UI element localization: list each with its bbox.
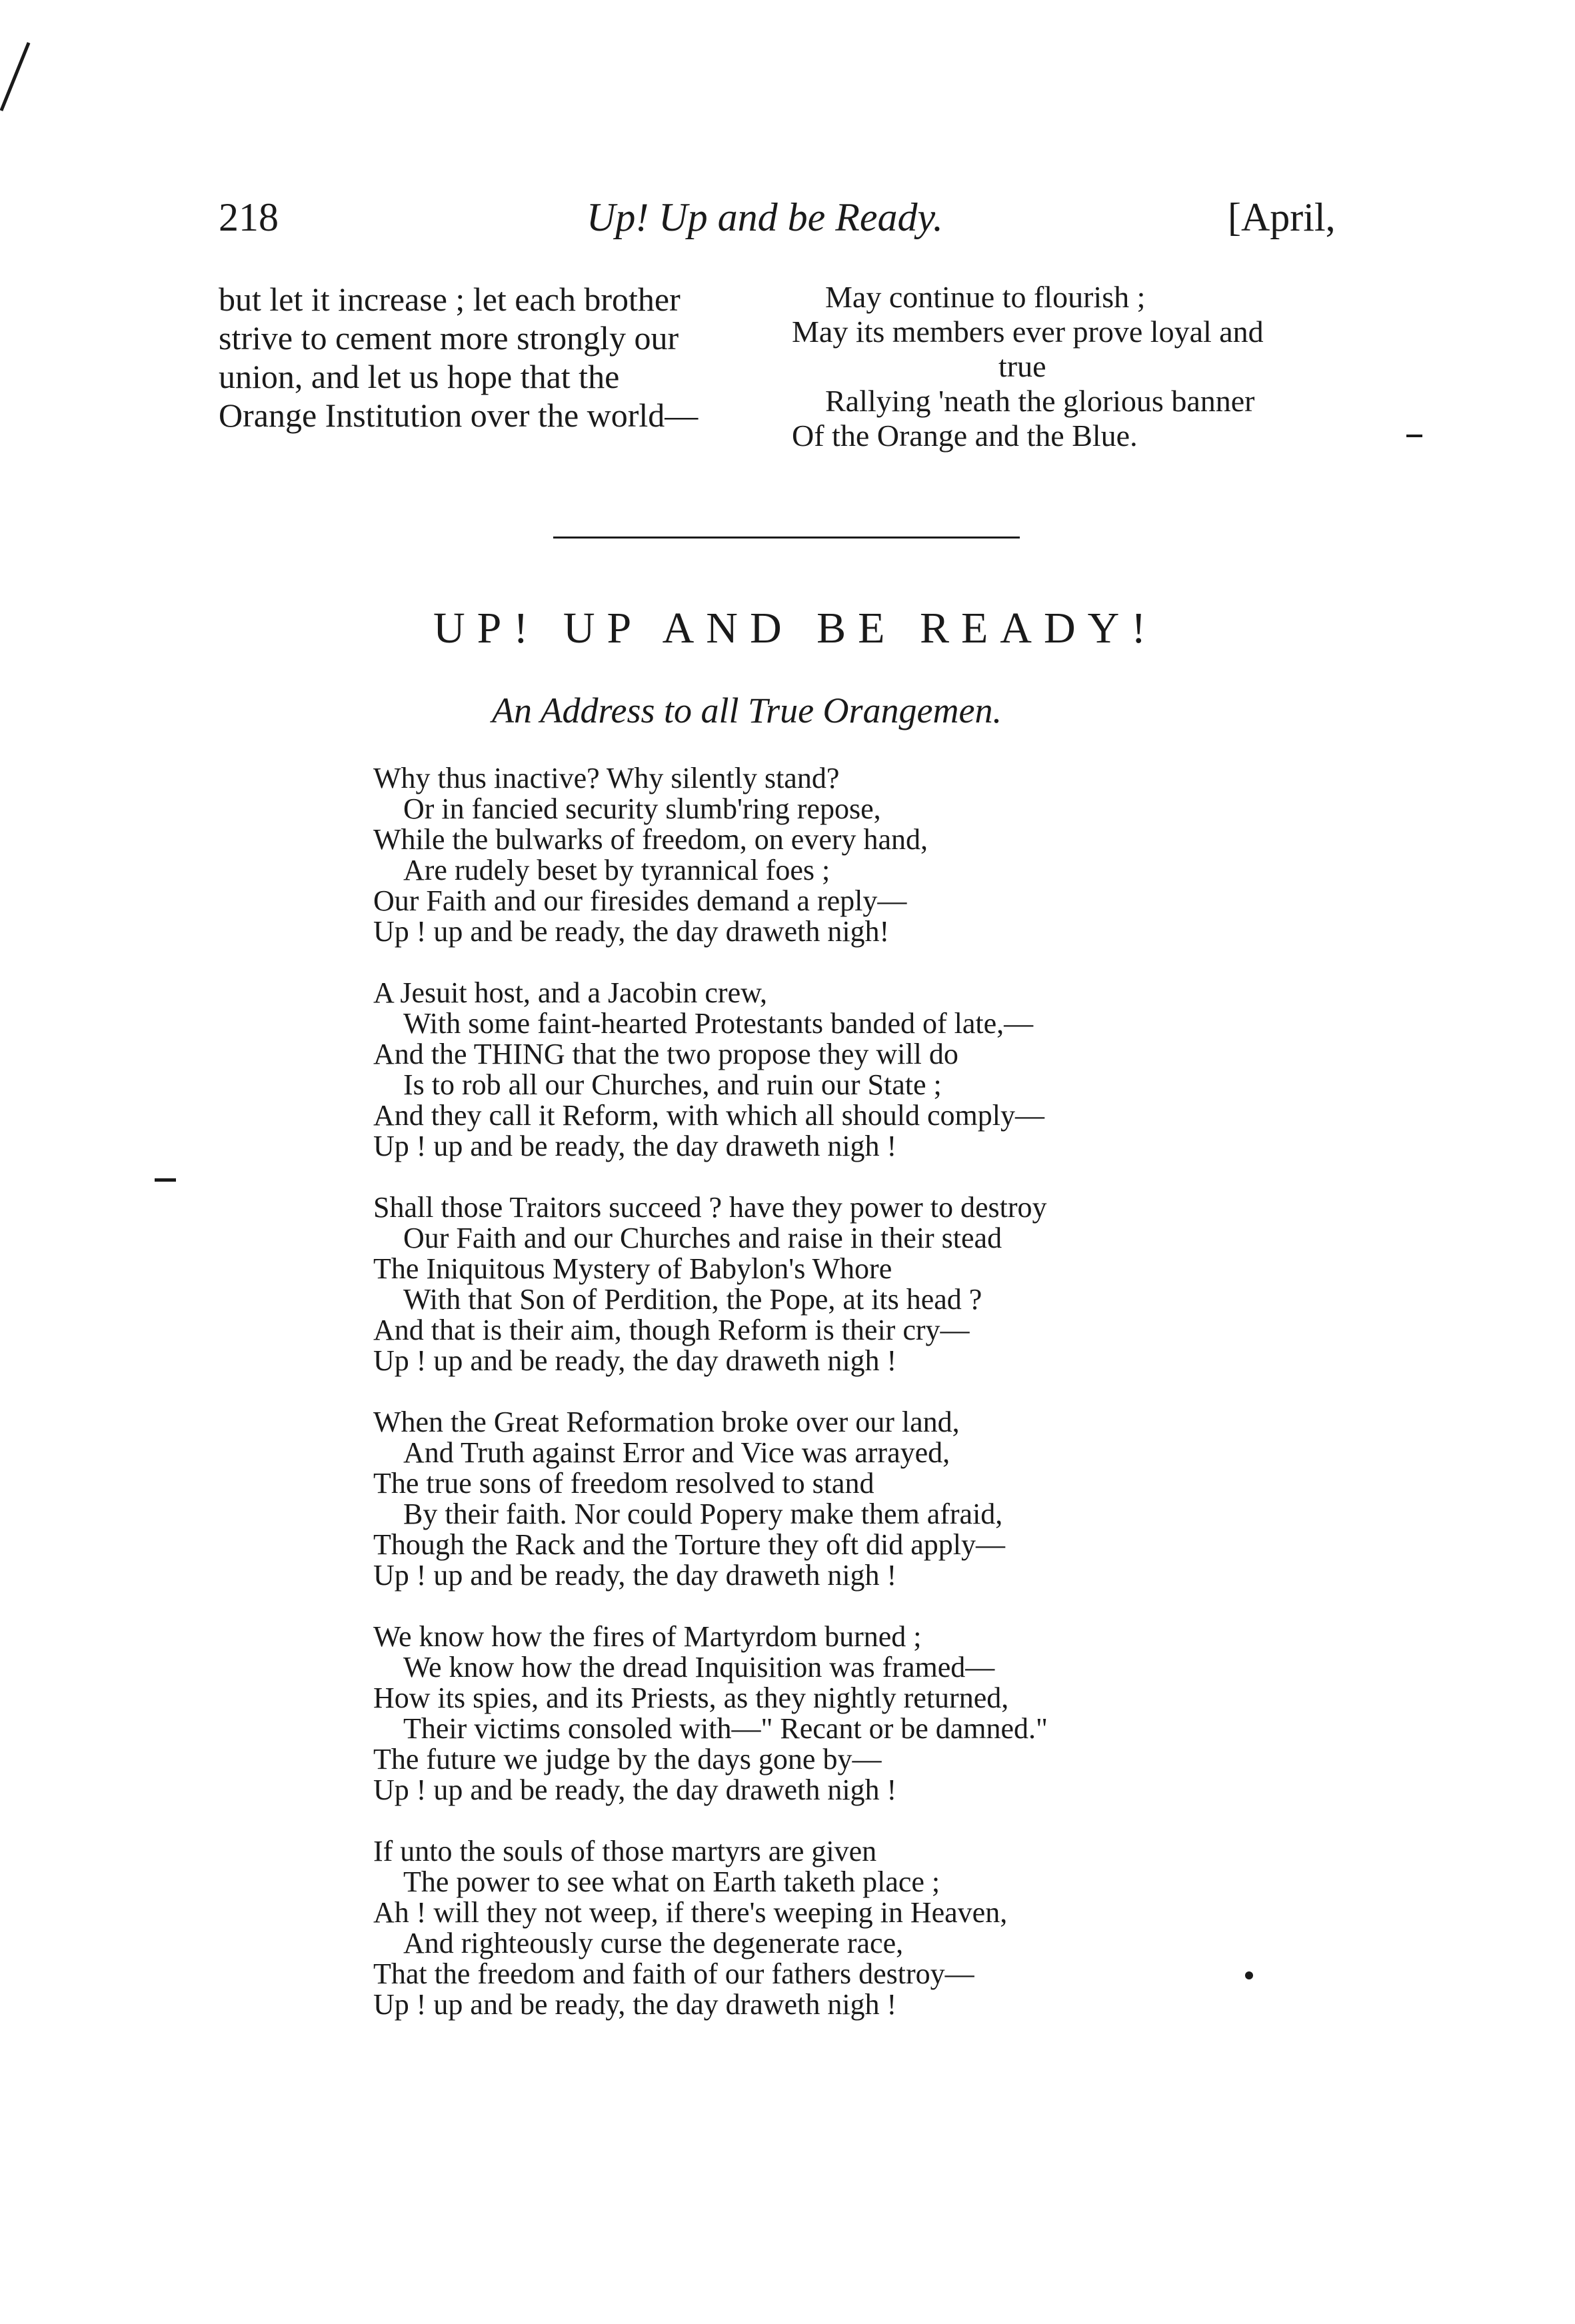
stanza xyxy=(373,1192,1466,1376)
text-line: union, and let us hope that the xyxy=(219,358,620,395)
verse-line: Rallying 'neath the glorious banner xyxy=(825,384,1255,418)
verse-line: Shall those Traitors succeed ? have they power to destroy xyxy=(373,1191,1047,1224)
verse-line: A Jesuit host, and a Jacobin crew, xyxy=(373,976,768,1009)
page-number: 218 xyxy=(219,195,279,239)
poem-subtitle: An Address to all True Orangemen. xyxy=(492,690,1002,730)
running-title: Up! Up and be Ready. xyxy=(587,195,943,239)
verse-line: And righteously curse the degenerate race, xyxy=(403,1927,904,1959)
poem-body xyxy=(373,763,1466,2051)
verse-line: Our Faith and our Churches and raise in their stead xyxy=(403,1222,1002,1254)
scan-mark xyxy=(155,1178,176,1182)
verse-line: Are rudely beset by tyrannical foes ; xyxy=(403,854,830,886)
verse-line: true xyxy=(998,349,1046,383)
text-line: strive to cement more strongly our xyxy=(219,319,679,357)
stanza xyxy=(373,1836,1466,2020)
verse-line: With some faint-hearted Protestants banded of late,— xyxy=(403,1007,1034,1040)
verse-line: And that is their aim, though Reform is their cry— xyxy=(373,1314,970,1346)
verse-line: Up ! up and be ready, the day draweth nigh! xyxy=(373,915,890,948)
verse-line: Their victims consoled with—" Recant or be damned." xyxy=(403,1712,1048,1745)
verse-line: And they call it Reform, with which all should comply— xyxy=(373,1099,1044,1132)
stanza xyxy=(373,1622,1466,1805)
verse-line: Up ! up and be ready, the day draweth nigh ! xyxy=(373,1559,897,1592)
verse-line: Our Faith and our firesides demand a reply— xyxy=(373,884,907,917)
verse-line: Is to rob all our Churches, and ruin our State ; xyxy=(403,1068,942,1101)
verse-line: The Iniquitous Mystery of Babylon's Whore xyxy=(373,1252,892,1285)
verse-line: May continue to flourish ; xyxy=(825,280,1146,314)
verse-line: By their faith. Nor could Popery make them afraid, xyxy=(403,1498,1003,1530)
poem-title: UP! UP AND BE READY! xyxy=(433,604,1158,652)
verse-line: And Truth against Error and Vice was arrayed, xyxy=(403,1436,950,1469)
verse-line: Ah ! will they not weep, if there's weeping in Heaven, xyxy=(373,1896,1008,1929)
text-line: Orange Institution over the world— xyxy=(219,397,699,434)
verse-line: That the freedom and faith of our fathers destroy— xyxy=(373,1957,974,1990)
verse-line: How its spies, and its Priests, as they nightly returned, xyxy=(373,1682,1009,1714)
verse-line: Why thus inactive? Why silently stand? xyxy=(373,762,840,794)
verse-line: We know how the fires of Martyrdom burned ; xyxy=(373,1620,922,1653)
verse-line: And the THING that the two propose they will do xyxy=(373,1038,958,1070)
verse-line: If unto the souls of those martyrs are given xyxy=(373,1835,877,1867)
verse-line: The future we judge by the days gone by— xyxy=(373,1743,882,1775)
running-month: [April, xyxy=(1228,195,1336,239)
verse-line: The power to see what on Earth taketh place ; xyxy=(403,1865,940,1898)
verse-line: With that Son of Perdition, the Pope, at its head ? xyxy=(403,1283,982,1316)
verse-line: While the bulwarks of freedom, on every hand, xyxy=(373,823,928,856)
verse-line: Or in fancied security slumb'ring repose, xyxy=(403,792,881,825)
previous-article-right-column xyxy=(792,280,1352,453)
verse-line: Of the Orange and the Blue. xyxy=(792,419,1138,453)
scan-mark xyxy=(0,42,30,111)
stanza xyxy=(373,1407,1466,1591)
scan-mark xyxy=(1406,435,1422,437)
verse-line: Though the Rack and the Torture they oft did apply— xyxy=(373,1528,1005,1561)
verse-line: When the Great Reformation broke over our land, xyxy=(373,1406,960,1438)
verse-line: We know how the dread Inquisition was framed— xyxy=(403,1651,995,1684)
verse-line: Up ! up and be ready, the day draweth nigh ! xyxy=(373,1773,897,1806)
section-divider xyxy=(553,537,1020,539)
stanza xyxy=(373,978,1466,1162)
verse-line: The true sons of freedom resolved to stand xyxy=(373,1467,874,1500)
text-line: but let it increase ; let each brother xyxy=(219,281,681,318)
verse-line: Up ! up and be ready, the day draweth nigh ! xyxy=(373,1344,897,1377)
verse-line: Up ! up and be ready, the day draweth nigh ! xyxy=(373,1130,897,1162)
verse-line: Up ! up and be ready, the day draweth nigh ! xyxy=(373,1988,897,2021)
verse-line: May its members ever prove loyal and xyxy=(792,315,1264,349)
previous-article-left-column xyxy=(219,280,779,435)
stanza xyxy=(373,763,1466,947)
